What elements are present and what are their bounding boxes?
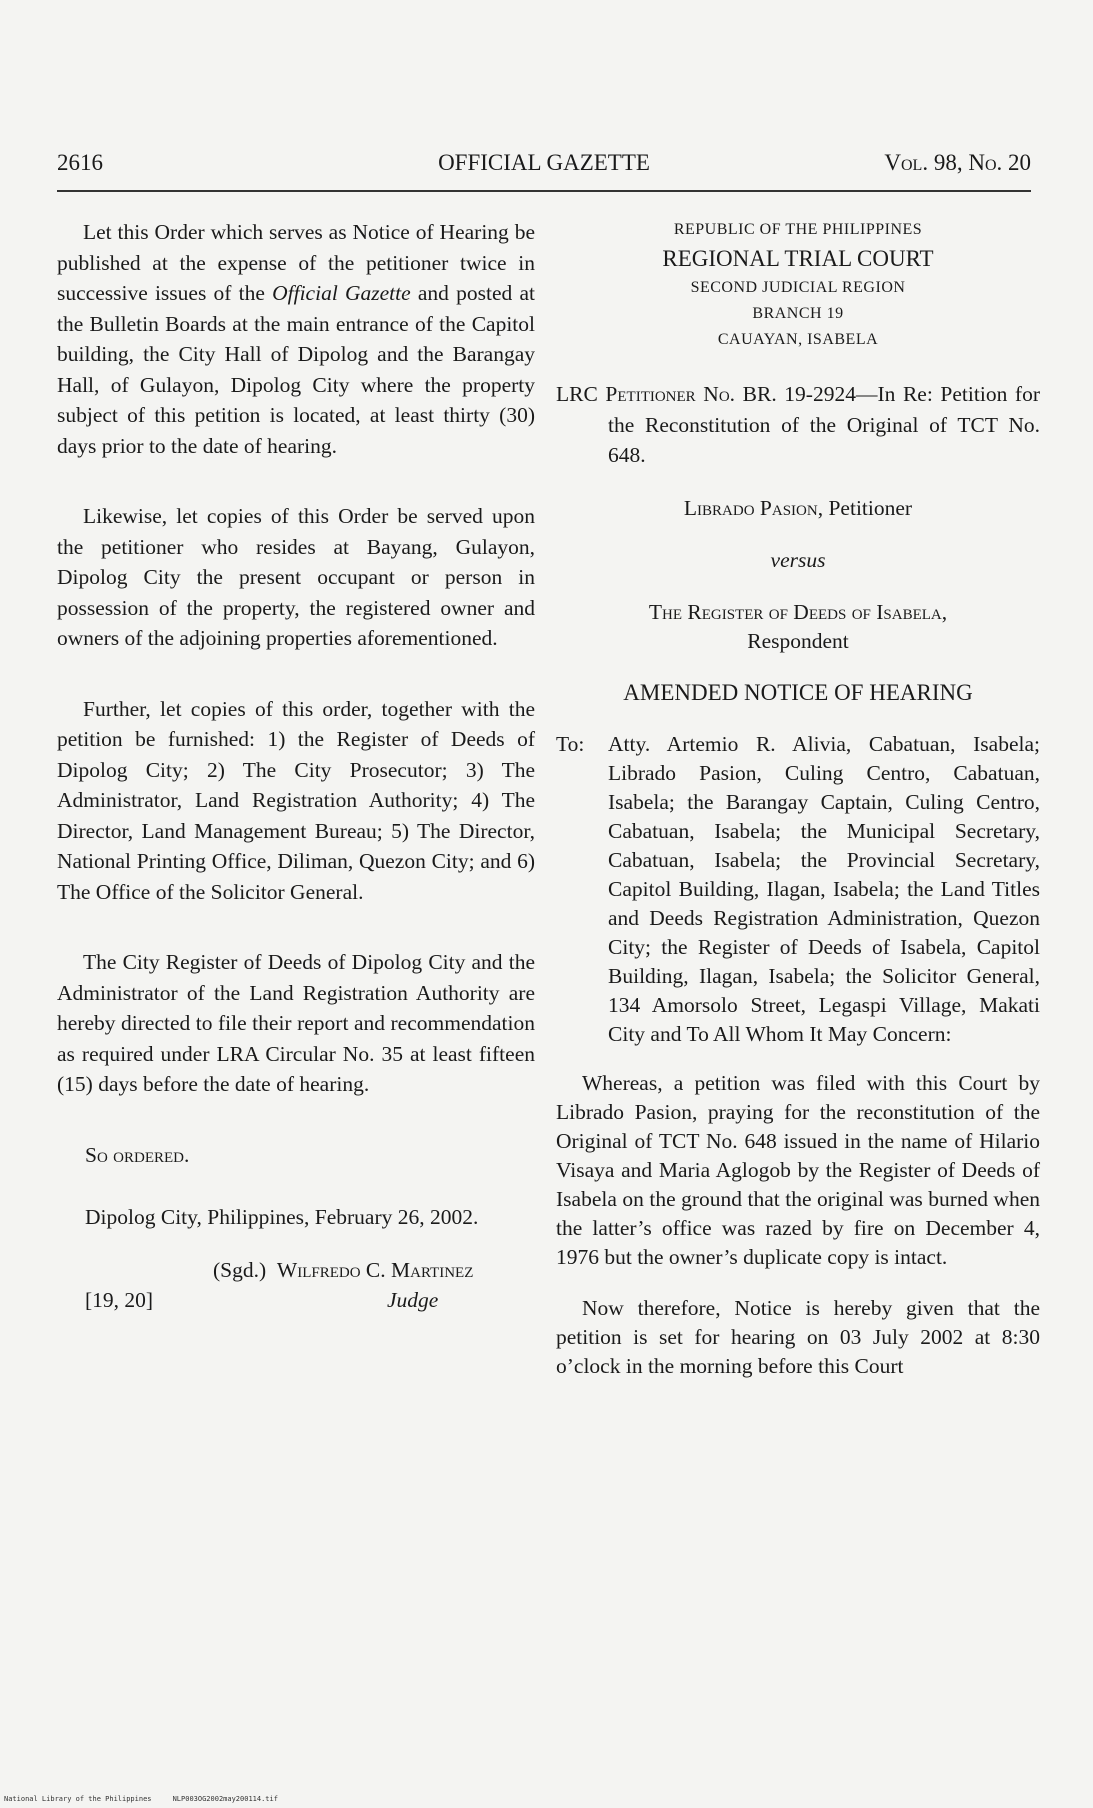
- issue-reference: [19, 20]: [85, 1287, 154, 1312]
- court-name: REGIONAL TRIAL COURT: [662, 246, 934, 271]
- petitioner-line: Librado Pasion, Petitioner: [683, 495, 913, 520]
- petitioner-name: Librado Pasion: [683, 495, 818, 520]
- addressee-block: [556, 730, 1040, 1049]
- volume-number: Vol. 98, No. 20: [884, 150, 1031, 175]
- judicial-region: SECOND JUDICIAL REGION: [690, 279, 906, 296]
- addressee-list: Atty. Artemio R. Alivia, Cabatuan, Isabela; Librado Pasion, Culing Centro, Cabatuan, Isabela; the Barangay Captain, Culing Centro, Cabatuan, Isabela; the Municipal Secretary, Cabatuan, Isabela; the Provincial Secretary, Capitol Building, Ilagan, Isabela; the Land Titles and Deeds Registration Administration, Quezon City; the Register of Deeds of Isabela, Capitol Building, Ilagan, Isabela; the Solicitor General, 134 Amorsolo Street, Legaspi Village, Makati City and To All Whom It May Concern:: [608, 732, 1040, 1046]
- header-rule: [57, 190, 1031, 192]
- gazette-italic-title: Official Gazette: [272, 281, 411, 305]
- respondent-name: The Register of Deeds of Isabela,: [648, 599, 948, 624]
- respondent-block: [556, 598, 1040, 656]
- judge-title: Judge: [387, 1287, 439, 1312]
- gazette-title: OFFICIAL GAZETTE: [438, 150, 650, 175]
- scan-footer: [4, 1795, 278, 1803]
- court-caption: [556, 217, 1040, 353]
- respondent-role: Respondent: [747, 628, 849, 653]
- left-column: [57, 217, 535, 1319]
- right-column: [556, 217, 1040, 1381]
- court-city: CAUAYAN, ISABELA: [717, 331, 879, 348]
- now-therefore-paragraph: Now therefore, Notice is hereby given that the petition is set for hearing on 03 July 2002 at 8:30 o’clock in the morning before this Court: [556, 1296, 1040, 1378]
- order-paragraph-2: Likewise, let copies of this Order be served upon the petitioner who resides at Bayang, Gulayon, Dipolog City the present occupant or person in possession of the property, the registered owner and owners of the adjoining properties aforementioned.: [57, 504, 535, 650]
- page-number: 2616: [57, 150, 103, 175]
- case-label: LRC Petitioner No.: [556, 382, 736, 406]
- order-paragraph-4: The City Register of Deeds of Dipolog City and the Administrator of the Land Registration Authority are hereby directed to file their report and recommendation as required under LRA Circular No. 35 at least fifteen (15) days before the date of hearing.: [57, 950, 535, 1096]
- to-label: To:: [556, 732, 585, 756]
- signature-line: (Sgd.) Wilfredo C. Martinez: [213, 1257, 474, 1282]
- republic-line: REPUBLIC OF THE PHILIPPINES: [673, 221, 923, 238]
- whereas-paragraph: Whereas, a petition was filed with this Court by Librado Pasion, praying for the reconstitution of the Original of TCT No. 648 issued in the name of Hilario Visaya and Maria Aglogob by the Register of Deeds of Isabela on the ground that the original was burned when the latter’s office was razed by fire on December 4, 1976 but the owner’s duplicate copy is intact.: [556, 1071, 1040, 1269]
- branch: BRANCH 19: [752, 305, 844, 322]
- order-paragraph-3: Further, let copies of this order, together with the petition be furnished: 1) the Register of Deeds of Dipolog City; 2) The City Prosecutor; 3) The Administrator, Land Registration Authority; 4) The Director, Land Management Bureau; 5) The Director, National Printing Office, Diliman, Quezon City; and 6) The Office of the Solicitor General.: [57, 696, 535, 904]
- library-credit: National Library of the Philippines: [4, 1795, 152, 1803]
- judge-name: Wilfredo C. Martinez: [276, 1257, 474, 1282]
- notice-title: AMENDED NOTICE OF HEARING: [623, 679, 973, 705]
- place-date: Dipolog City, Philippines, February 26, 2002.: [85, 1205, 479, 1229]
- page-header: [57, 150, 1031, 182]
- signature-block: [57, 1255, 535, 1319]
- case-number: LRC Petitioner No. BR. 19-2924—In Re: Petition for the Reconstitution of the Original of TCT No. 648.: [556, 382, 1040, 467]
- versus: versus: [770, 548, 826, 572]
- so-ordered: So ordered.: [85, 1142, 190, 1167]
- scan-filename: NLP003OG2002may200114.tif: [172, 1795, 278, 1803]
- order-paragraph-1: Let this Order which serves as Notice of Hearing be published at the expense of the petitioner twice in successive issues of the Official Gazette and posted at the Bulletin Boards at the main entrance of the Capitol building, the City Hall of Dipolog and the Barangay Hall, of Gulayon, Dipolog City where the property subject of this petition is located, at least thirty (30) days prior to the date of hearing.: [57, 220, 535, 458]
